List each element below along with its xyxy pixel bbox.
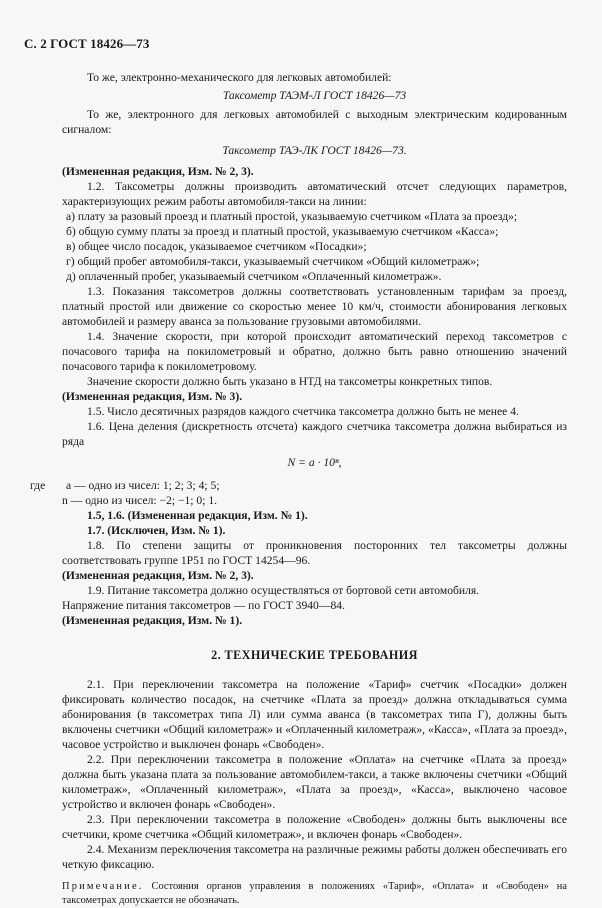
paragraph: То же, электронного для легковых автомобилей с выходным электрическим кодированным сигналом:: [62, 108, 567, 136]
formula-legend: [30, 478, 567, 508]
clause-1-9-cont: Напряжение питания таксометров — по ГОСТ 3940—84.: [62, 599, 345, 612]
amendment-note: (Измененная редакция, Изм. № 1).: [62, 614, 243, 627]
clause-1-9: 1.9. Питание таксометра должно осуществляться от бортовой сети автомобиля.: [87, 584, 480, 597]
clause-1-4-cont: Значение скорости должно быть указано в НТД на таксометры конкретных типов.: [87, 375, 493, 388]
clause-2-3: 2.3. При переключении таксометра в положение «Свободен» должны быть выключены все счетчики, кроме счетчика «Общий километраж», и включен фонарь «Свободен».: [62, 813, 567, 841]
designation-example: Таксометр ТАЭ-ЛК ГОСТ 18426—73.: [222, 144, 407, 157]
where-label: где: [30, 479, 46, 492]
amendment-note: (Измененная редакция, Изм. № 2, 3).: [62, 569, 254, 582]
amendment-note: (Измененная редакция, Изм. № 3).: [62, 390, 243, 403]
page-header: С. 2 ГОСТ 18426—73: [24, 36, 150, 51]
clause-2-2: 2.2. При переключении таксометра в положение «Оплата» на счетчике «Плата за проезд» должна быть указана плата за пользование автомобилем-такси, а также включены счетчики «Общий километраж», «Оплаченный километраж», «Плата за проезд», «Касса», выключено часовое устройство и включен фонарь «Свободен».: [62, 753, 567, 811]
list-item: б) общую сумму платы за проезд и платный простой, указываемую счетчиком «Касса»;: [66, 225, 499, 238]
formula: N = a · 10ⁿ,: [287, 456, 342, 469]
list-item: д) оплаченный пробег, указываемый счетчиком «Оплаченный километраж».: [66, 270, 442, 283]
amendment-note: 1.5, 1.6. (Измененная редакция, Изм. № 1).: [87, 509, 308, 522]
clause-1-5: 1.5. Число десятичных разрядов каждого счетчика таксометра должно быть не менее 4.: [87, 405, 519, 418]
clause-2-1: 2.1. При переключении таксометра на положение «Тариф» счетчик «Посадки» должен фиксировать количество посадок, на счетчике «Плата за проезд» должна откладываться сумма абонирования (в таксометрах типа Л) или сумма аванса (в таксометрах типа Г), должны быть включены счетчики «Общий километраж» и «Оплаченный километраж», «Касса», «Плата за проезд», часовое устройство и выключен фонарь «Свободен».: [62, 678, 567, 751]
note: [62, 880, 567, 908]
clause-1-8: 1.8. По степени защиты от проникновения посторонних тел таксометры должны соответствовать группе 1Р51 по ГОСТ 14254—96.: [62, 539, 567, 567]
list-item: в) общее число посадок, указываемое счетчиком «Посадки»;: [66, 240, 367, 253]
clause-1-6: 1.6. Цена деления (дискретность отсчета) каждого счетчика таксометра должна выбираться из ряда: [62, 420, 567, 448]
clause-1-2: 1.2. Таксометры должны производить автоматический отсчет следующих параметров, характеризующих режим работы автомобиля-такси на линии:: [62, 180, 567, 208]
note-label: Примечание.: [62, 881, 144, 892]
document-body: [30, 70, 567, 908]
note-text: Состояния органов управления в положениях «Тариф», «Оплата» и «Свободен» на таксометрах допускается не обозначать.: [62, 881, 567, 906]
legend-a: a — одно из чисел: 1; 2; 3; 4; 5;: [66, 479, 220, 492]
list-item: г) общий пробег автомобиля-такси, указываемый счетчиком «Общий километраж»;: [66, 255, 480, 268]
legend-n: n — одно из чисел: −2; −1; 0; 1.: [62, 494, 218, 507]
section-title: 2. ТЕХНИЧЕСКИЕ ТРЕБОВАНИЯ: [211, 648, 418, 662]
designation-example: Таксометр ТАЭМ-Л ГОСТ 18426—73: [222, 89, 407, 102]
clause-1-7: 1.7. (Исключен, Изм. № 1).: [87, 524, 226, 537]
clause-1-4: 1.4. Значение скорости, при которой происходит автоматический переход таксометров с почасового тарифа на покилометровый и обратно, должно быть равно отношению значений почасового тарифа к покилометровому.: [62, 330, 567, 373]
clause-1-3: 1.3. Показания таксометров должны соответствовать установленным тарифам за проезд, платный простой или движение со скоростью менее 10 км/ч, стоимости абонирования легковых автомобилей и размеру аванса за пользование грузовыми автомобилями.: [62, 285, 567, 328]
clause-2-4: 2.4. Механизм переключения таксометра на различные режимы работы должен обеспечивать его четкую фиксацию.: [62, 843, 567, 871]
parameter-list: [62, 209, 567, 284]
list-item: а) плату за разовый проезд и платный простой, указываемую счетчиком «Плата за проезд»;: [66, 210, 518, 223]
amendment-note: (Измененная редакция, Изм. № 2, 3).: [62, 165, 254, 178]
paragraph: То же, электронно-механического для легковых автомобилей:: [87, 71, 392, 84]
